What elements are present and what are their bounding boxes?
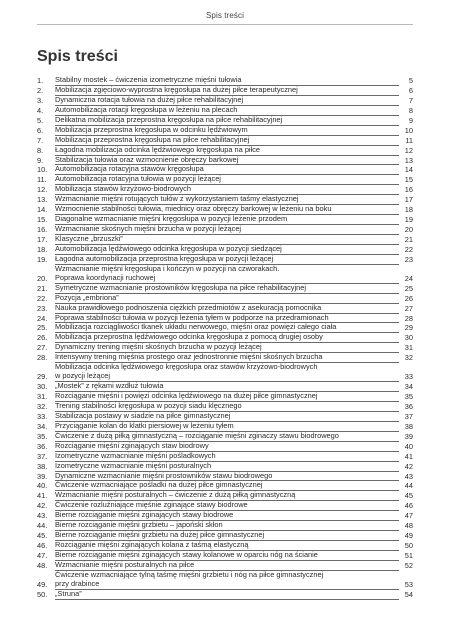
toc-entry-number: 19. [37,254,48,264]
toc-entry-title: Pozycja „embriona” [55,294,399,304]
toc-entry-title: Mobilizacja stawów krzyżowo-biodrowych [55,185,399,195]
toc-entry-number: 31. [37,392,48,401]
toc-entry[interactable] [37,590,413,600]
toc-entry-title: Bierne rozciąganie mięśni zginających stawy kolanowe w oparciu nóg na ścianie [55,551,399,561]
toc-entry-page: 41 [404,451,413,461]
toc-entry-title: Izometryczne wzmacnianie mięśni pośladkowych [55,452,399,462]
toc-entry-number: 30. [37,382,48,392]
toc-entry-title: Wzmacnianie mięśni posturalnych na piłce [55,561,399,571]
toc-entry-number: 17. [37,235,48,244]
toc-entry-page: 20 [404,225,413,235]
toc-entry-number: 39. [37,471,48,481]
toc-entry-page: 12 [404,145,413,155]
toc-entry-number: 4. [37,105,44,115]
toc-entry-number: 20. [37,273,48,283]
toc-entry-page: 21 [404,235,413,244]
toc-entry-page: 54 [404,589,413,599]
toc-entry-title: Bierne rozciąganie mięśni zginających stawy biodrowe [55,511,399,521]
toc-entry-title: Ćwiczenie z dużą piłką gimnastyczną – rozciąganie mięśni zginaczy stawu biodrowego [55,432,399,442]
toc-entry-title: Wzmacnianie mięśni rotujących tułów z wykorzystaniem taśmy elastycznej [55,195,399,205]
toc-entry-title: Bierne rozciąganie mięśni grzbietu na dużej piłce gimnastycznej [55,531,399,541]
toc-entry-number: 2. [37,85,44,95]
toc-entry-page: 10 [404,125,413,135]
toc-entry-title: Mobilizacja rozciągliwości tkanek układu nerwowego, mięśni oraz powięzi całego ciała [55,323,399,333]
toc-entry-page: 46 [404,501,413,511]
toc-entry-page: 24 [404,273,413,283]
toc-entry-title: Trening stabilności kręgosłupa w pozycji siadu klęcznego [55,402,399,412]
toc-entry-number: 25. [37,323,48,333]
toc-entry-number: 9. [37,155,44,165]
toc-entry-page: 7 [408,95,413,105]
toc-entry-page: 23 [404,254,413,264]
toc-entry-page: 44 [404,481,413,491]
toc-entry-title: Mobilizacja odcinka lędźwiowego kręgosłupa oraz stawów krzyżowo-biodrowych w pozycji leżącej [55,363,399,382]
toc-entry-number: 47. [37,551,48,560]
toc-entry-page: 45 [404,491,413,501]
toc-entry-number: 34. [37,421,48,431]
toc-entry-title: Symetryczne wzmacnianie prostowników kręgosłupa na piłce rehabilitacyjnej [55,284,399,294]
running-header: Spis treści [206,11,244,20]
toc-entry-page: 38 [404,421,413,431]
toc-entry-number: 48. [37,560,48,570]
toc-entry[interactable] [37,571,413,590]
toc-entry-number: 42. [37,501,48,511]
toc-entry-page: 18 [404,205,413,215]
toc-entry-title: Ćwiczenie wzmacniające pośladki na dużej piłce gimnastycznej [55,481,399,491]
toc-entry-number: 28. [37,353,48,363]
toc-entry-title: Wzmocnienie stabilności tułowia, miednicy oraz obręczy barkowej w leżeniu na boku [55,205,399,215]
toc-entry-number: 37. [37,451,48,461]
toc-entry-title: Klasyczne „brzuszki” [55,235,399,245]
toc-entry-title: Automobilizacja rotacji kręgosłupa w leżeniu na plecach [55,106,399,116]
toc-entry-number: 10. [37,165,48,175]
toc-entry-page: 42 [404,461,413,471]
toc-entry-number: 16. [37,225,48,235]
toc-entry-page: 11 [405,135,413,145]
toc-entry-page: 14 [404,165,413,175]
toc-entry-number: 33. [37,411,48,421]
toc-entry-number: 7. [37,135,44,145]
toc-entry-number: 11. [37,175,47,185]
toc-entry-page: 37 [404,411,413,421]
toc-entry-number: 46. [37,541,48,551]
toc-entry[interactable] [37,265,413,284]
toc-entry-title: Dynamiczne wzmacnianie mięśni prostowników stawu biodrowego [55,472,399,482]
toc-entry-title: Automobilizacja rotacyjna stawów kręgosłupa [55,165,399,175]
toc-entry-title: Mobilizacja przeprostna lędźwiowego odcinka kręgosłupa z pomocą drugiej osoby [55,333,399,343]
toc-entry-page: 39 [404,431,413,441]
toc-entry-number: 23. [37,303,48,313]
toc-entry-title: Bierne rozciąganie mięśni grzbietu – japoński skłon [55,521,399,531]
toc-entry-title: Mobilizacja zgięciowo-wyprostna kręgosłupa na dużej piłce terapeutycznej [55,86,399,96]
toc-entry-page: 8 [408,105,413,115]
toc-entry-number: 26. [37,333,48,343]
toc-entry-number: 40. [37,481,48,491]
toc-entry-number: 14. [37,205,48,215]
toc-entry-title: Wzmacnianie skośnych mięśni brzucha w pozycji leżącej [55,225,399,235]
toc-entry-number: 21. [37,283,48,293]
toc-entry-number: 36. [37,441,48,451]
toc-entry-number: 24. [37,313,48,323]
toc-entry-page: 13 [404,155,413,165]
toc-entry-page: 53 [404,579,413,589]
toc-entry-number: 35. [37,431,48,441]
toc-entry-page: 31 [404,343,413,353]
toc-entry-number: 13. [37,195,48,205]
toc-entry-page: 30 [404,333,413,343]
toc-entry-number: 3. [37,95,44,105]
toc-entry-title: Automobilizacja lędźwiowego odcinka kręgosłupa w pozycji siedzącej [55,245,399,255]
toc-entry-number: 8. [37,145,44,155]
toc-entry-title: Mobilizacja przeprostna kręgosłupa na piłce rehabilitacyjnej [55,136,399,146]
toc-entry-page: 26 [404,293,413,303]
toc-entry-page: 29 [404,323,413,333]
toc-entry-title: Nauka prawidłowego podnoszenia ciężkich przedmiotów z asekuracją pomocnika [55,304,399,314]
toc-entry-title: Izometryczne wzmacnianie mięśni posturalnych [55,462,399,472]
toc-entry-page: 19 [404,215,413,225]
toc-entry-title: Łagodna mobilizacja odcinka lędźwiowego kręgosłupa na piłce [55,146,399,156]
toc-entry-page: 40 [404,441,413,451]
toc-entry-page: 6 [408,85,413,95]
toc-entry[interactable] [37,363,413,382]
toc-entry-page: 51 [404,551,413,560]
toc-entry-number: 12. [37,185,48,195]
toc-entry-page: 25 [404,283,413,293]
toc-entry-title: Diagonalne wzmacnianie mięśni kręgosłupa w pozycji leżenie przodem [55,215,399,225]
toc-entry-title: Rozciąganie mięśni i powięzi odcinka lędźwiowego na dużej piłce gimnastycznej [55,392,399,402]
toc-entry-number: 29. [37,372,48,382]
toc-entry-page: 50 [404,541,413,551]
toc-entry-page: 27 [404,303,413,313]
toc-entry-number: 38. [37,461,48,471]
toc-entry-page: 5 [408,76,413,85]
toc-entry-title: Przyciąganie kolan do klatki piersiowej w leżeniu tyłem [55,422,399,432]
toc-entry-page: 22 [404,244,413,254]
toc-entry-title: Dynamiczna rotacja tułowia na dużej piłce rehabilitacyjnej [55,96,399,106]
toc-entry-page: 48 [404,521,413,531]
toc-entry-page: 9 [408,115,413,125]
table-of-contents [37,76,413,600]
toc-entry-number: 1. [37,76,44,85]
toc-entry-title: „Mostek” z rękami wzdłuż tułowia [55,382,399,392]
toc-entry-title: Ćwiczenie wzmacniające tylną taśmę mięśni grzbietu i nóg na piłce gimnastycznej przy drabince [55,571,399,590]
toc-entry-number: 22. [37,293,48,303]
toc-entry-page: 35 [404,392,413,401]
toc-entry-title: Delikatna mobilizacja przeprostna kręgosłupa na piłce rehabilitacyjnej [55,116,399,126]
toc-entry-title: „Struna” [55,590,399,600]
toc-entry[interactable] [37,462,413,472]
toc-entry-page: 52 [404,560,413,570]
toc-entry-title: Wzmacnianie mięśni posturalnych – ćwiczenie z dużą piłką gimnastyczną [55,491,399,501]
toc-entry-title: Ćwiczenie rozluźniające mięśnie zginające stawy biodrowe [55,501,399,511]
toc-entry-title: Dynamiczny trening mięśni skośnych brzucha w pozycji leżącej [55,343,399,353]
toc-entry-page: 47 [404,511,413,521]
toc-entry-number: 32. [37,401,48,411]
toc-entry-title: Rozciąganie mięśni zginających kolana z taśmą elastyczną [55,541,399,551]
toc-entry-number: 5. [37,115,44,125]
toc-entry[interactable] [37,146,413,156]
toc-entry-number: 45. [37,531,48,541]
header-rule [37,24,413,25]
toc-entry-title: Stabilizacja postawy w siadzie na piłce gimnastycznej [55,412,399,422]
toc-entry-title: Łagodna automobilizacja przeprostna kręgosłupa w pozycji leżącej [55,255,399,265]
toc-entry-number: 15. [37,215,48,225]
toc-entry-number: 44. [37,521,48,531]
toc-entry-title: Poprawa stabilności tułowia w pozycji leżenia tyłem w podporze na przedramionach [55,314,399,324]
toc-entry-number: 6. [37,125,44,135]
toc-entry-page: 36 [404,401,413,411]
toc-entry-title: Stabilny mostek – ćwiczenia izometryczne mięśni tułowia [55,76,399,86]
toc-entry-page: 43 [404,471,413,481]
toc-entry-number: 49. [37,579,48,589]
toc-entry-title: Mobilizacja przeprostna kręgosłupa w odcinku lędźwiowym [55,126,399,136]
toc-entry-number: 43. [37,511,48,521]
toc-entry-title: Wzmacnianie mięśni kręgosłupa i kończyn w pozycji na czworakach. Poprawa koordynacji ruchowej [55,265,399,284]
toc-entry-title: Automobilizacja rotacyjna tułowia w pozycji leżącej [55,175,399,185]
toc-entry-page: 34 [404,382,413,392]
toc-entry[interactable] [37,304,413,314]
toc-entry-page: 17 [404,195,413,205]
toc-entry-page: 15 [404,175,413,185]
toc-entry-number: 18. [37,244,48,254]
toc-entry-title: Intensywny trening mięśnia prostego oraz jednostronnie mięśni skośnych brzucha [55,353,399,363]
toc-entry-page: 49 [404,531,413,541]
toc-entry-number: 27. [37,343,48,353]
toc-entry-number: 50. [37,589,48,599]
toc-entry-page: 33 [404,372,413,382]
toc-entry-page: 28 [404,313,413,323]
toc-entry-title: Rozciąganie mięśni zginających staw biodrowy [55,442,399,452]
toc-entry-number: 41. [37,491,48,501]
toc-entry-page: 32 [404,353,413,363]
page-title: Spis treści [37,48,118,65]
toc-entry-title: Stabilizacja tułowia oraz wzmocnienie obręczy barkowej [55,156,399,166]
toc-entry-page: 16 [404,185,413,195]
